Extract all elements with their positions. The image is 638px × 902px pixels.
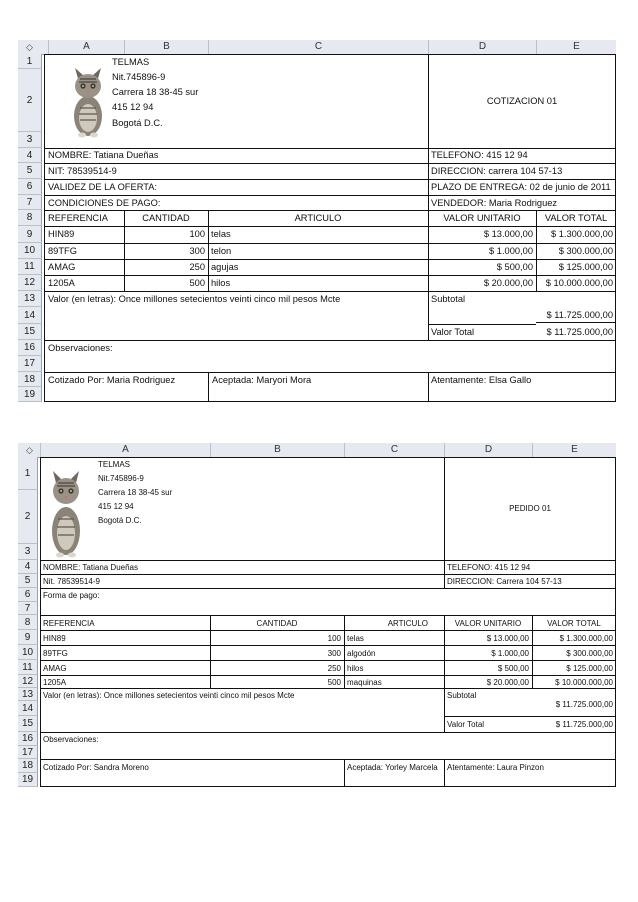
subtotal-label: Subtotal bbox=[447, 691, 477, 700]
company-nit: Nit.745896-9 bbox=[98, 474, 144, 483]
row-header[interactable]: 13 bbox=[18, 291, 42, 307]
row-header[interactable]: 3 bbox=[18, 132, 42, 148]
item-quantity[interactable]: 250 bbox=[189, 262, 205, 272]
select-all-diamond-icon[interactable]: ◇ bbox=[26, 42, 33, 52]
item-total-value[interactable]: $ 1.300.000,00 bbox=[559, 634, 613, 643]
signed-by[interactable]: Atentamente: Laura Pinzon bbox=[447, 763, 544, 772]
company-address: Carrera 18 38-45 sur bbox=[112, 87, 199, 97]
row-header[interactable]: 8 bbox=[18, 615, 38, 630]
item-article[interactable]: telon bbox=[211, 246, 232, 256]
item-quantity[interactable]: 300 bbox=[327, 649, 341, 658]
row-header[interactable]: 2 bbox=[18, 69, 42, 132]
item-total-value[interactable]: $ 1.300.000,00 bbox=[550, 229, 613, 239]
column-header-bar bbox=[18, 443, 616, 458]
observations-label[interactable]: Observaciones: bbox=[43, 735, 99, 744]
cat-logo-icon bbox=[44, 461, 88, 559]
table-header-unit-value: VALOR UNITARIO bbox=[454, 619, 522, 628]
accepted-by[interactable]: Aceptada: Yorley Marcela bbox=[347, 763, 438, 772]
row-header[interactable]: 11 bbox=[18, 660, 38, 675]
cat-logo-icon bbox=[66, 58, 110, 138]
subtotal-value[interactable]: $ 11.725.000,00 bbox=[546, 310, 613, 320]
payment-conditions[interactable]: CONDICIONES DE PAGO: bbox=[48, 198, 161, 208]
item-total-value[interactable]: $ 125.000,00 bbox=[566, 664, 613, 673]
company-city: Bogotá D.C. bbox=[98, 516, 142, 525]
column-header-c[interactable]: C bbox=[208, 40, 428, 54]
accepted-by[interactable]: Aceptada: Maryori Mora bbox=[212, 375, 312, 385]
row-header[interactable]: 6 bbox=[18, 179, 42, 195]
column-header-d[interactable]: D bbox=[444, 443, 532, 457]
client-nit[interactable]: NIT: 78539514-9 bbox=[48, 166, 117, 176]
company-name: TELMAS bbox=[112, 57, 150, 67]
table-header-total-value: VALOR TOTAL bbox=[544, 213, 608, 223]
item-reference[interactable]: 89TFG bbox=[43, 649, 68, 658]
row-header[interactable]: 10 bbox=[18, 645, 38, 660]
item-unit-value[interactable]: $ 20.000,00 bbox=[486, 678, 529, 687]
row-header[interactable]: 4 bbox=[18, 560, 38, 574]
item-reference[interactable]: HIN89 bbox=[43, 634, 66, 643]
column-header-b[interactable]: B bbox=[210, 443, 344, 457]
row-header[interactable]: 14 bbox=[18, 307, 42, 324]
item-quantity[interactable]: 500 bbox=[189, 278, 205, 288]
row-header[interactable]: 15 bbox=[18, 716, 38, 732]
row-header[interactable]: 4 bbox=[18, 148, 42, 163]
item-article[interactable]: hilos bbox=[347, 664, 364, 673]
offer-validity[interactable]: VALIDEZ DE LA OFERTA: bbox=[48, 182, 158, 192]
column-header-c[interactable]: C bbox=[344, 443, 444, 457]
row-header[interactable]: 7 bbox=[18, 195, 42, 210]
client-address[interactable]: DIRECCION: carrera 104 57-13 bbox=[431, 166, 563, 176]
quoted-by[interactable]: Cotizado Por: Maria Rodriguez bbox=[48, 375, 176, 385]
table-header-reference: REFERENCIA bbox=[48, 213, 108, 223]
item-unit-value[interactable]: $ 500,00 bbox=[497, 664, 529, 673]
item-reference[interactable]: 1205A bbox=[48, 278, 75, 288]
client-phone[interactable]: TELEFONO: 415 12 94 bbox=[431, 150, 528, 160]
subtotal-label: Subtotal bbox=[431, 294, 466, 304]
order-sheet bbox=[18, 443, 616, 791]
item-reference[interactable]: HIN89 bbox=[48, 229, 75, 239]
company-phone: 415 12 94 bbox=[112, 102, 154, 112]
row-header[interactable]: 17 bbox=[18, 356, 42, 372]
company-city: Bogotá D.C. bbox=[112, 118, 163, 128]
row-header[interactable]: 11 bbox=[18, 259, 42, 275]
item-reference[interactable]: 1205A bbox=[43, 678, 67, 687]
client-address[interactable]: DIRECCION: Carrera 104 57-13 bbox=[447, 577, 562, 586]
row-header[interactable]: 10 bbox=[18, 243, 42, 259]
row-header[interactable]: 8 bbox=[18, 210, 42, 226]
row-header[interactable]: 6 bbox=[18, 588, 38, 602]
item-article[interactable]: telas bbox=[347, 634, 364, 643]
select-all-diamond-icon[interactable]: ◇ bbox=[26, 445, 33, 455]
column-header-b[interactable]: B bbox=[124, 40, 208, 54]
observations-label[interactable]: Observaciones: bbox=[48, 343, 113, 353]
table-header-article: ARTICULO bbox=[387, 619, 428, 628]
document-title: COTIZACION 01 bbox=[486, 96, 558, 106]
item-quantity[interactable]: 300 bbox=[189, 246, 205, 256]
item-quantity[interactable]: 100 bbox=[189, 229, 205, 239]
column-header-e[interactable]: E bbox=[532, 443, 616, 457]
delivery-term[interactable]: PLAZO DE ENTREGA: 02 de junio de 2011 bbox=[431, 182, 611, 192]
item-article[interactable]: hilos bbox=[211, 278, 231, 288]
payment-method[interactable]: Forma de pago: bbox=[43, 591, 100, 600]
client-name[interactable]: NOMBRE: Tatiana Dueñas bbox=[48, 150, 159, 160]
item-unit-value[interactable]: $ 13.000,00 bbox=[486, 634, 529, 643]
column-header-bar bbox=[18, 40, 616, 55]
subtotal-value[interactable]: $ 11.725.000,00 bbox=[555, 700, 613, 709]
column-header-a[interactable]: A bbox=[48, 40, 124, 54]
column-header-e[interactable]: E bbox=[536, 40, 616, 54]
item-total-value[interactable]: $ 10.000.000,00 bbox=[555, 678, 613, 687]
row-header[interactable]: 19 bbox=[18, 387, 42, 402]
seller[interactable]: VENDEDOR: Maria Rodriguez bbox=[431, 198, 558, 208]
item-quantity[interactable]: 250 bbox=[327, 664, 341, 673]
item-unit-value[interactable]: $ 1.000,00 bbox=[489, 246, 533, 256]
company-nit: Nit.745896-9 bbox=[112, 72, 166, 82]
client-nit[interactable]: Nit. 78539514-9 bbox=[43, 577, 100, 586]
item-unit-value[interactable]: $ 1.000,00 bbox=[491, 649, 529, 658]
item-article[interactable]: telas bbox=[211, 229, 231, 239]
company-phone: 415 12 94 bbox=[98, 502, 134, 511]
item-reference[interactable]: AMAG bbox=[48, 262, 76, 272]
row-header[interactable]: 17 bbox=[18, 746, 38, 759]
client-phone[interactable]: TELEFONO: 415 12 94 bbox=[447, 563, 531, 572]
table-header-total-value: VALOR TOTAL bbox=[547, 619, 601, 628]
row-header[interactable]: 13 bbox=[18, 688, 38, 701]
item-article[interactable]: maquinas bbox=[347, 678, 382, 687]
signed-by[interactable]: Atentamente: Elsa Gallo bbox=[431, 375, 532, 385]
row-header[interactable]: 12 bbox=[18, 275, 42, 291]
item-total-value[interactable]: $ 10.000.000,00 bbox=[545, 278, 613, 288]
row-header[interactable]: 5 bbox=[18, 574, 38, 588]
row-header[interactable]: 12 bbox=[18, 675, 38, 688]
item-unit-value[interactable]: $ 500,00 bbox=[496, 262, 533, 272]
item-quantity[interactable]: 100 bbox=[327, 634, 341, 643]
row-header[interactable]: 3 bbox=[18, 544, 38, 560]
item-article[interactable]: algodón bbox=[347, 649, 376, 658]
company-address: Carrera 18 38-45 sur bbox=[98, 488, 173, 497]
row-header[interactable]: 19 bbox=[18, 773, 38, 787]
row-header[interactable]: 1 bbox=[18, 54, 42, 69]
item-article[interactable]: agujas bbox=[211, 262, 239, 272]
column-header-d[interactable]: D bbox=[428, 40, 536, 54]
row-header[interactable]: 18 bbox=[18, 372, 42, 387]
item-unit-value[interactable]: $ 20.000,00 bbox=[483, 278, 533, 288]
table-header-quantity: CANTIDAD bbox=[142, 213, 190, 223]
quoted-by[interactable]: Cotizado Por: Sandra Moreno bbox=[43, 763, 149, 772]
table-header-article: ARTICULO bbox=[294, 213, 342, 223]
row-header[interactable]: 7 bbox=[18, 602, 38, 615]
item-reference[interactable]: 89TFG bbox=[48, 246, 77, 256]
table-header-quantity: CANTIDAD bbox=[256, 619, 298, 628]
row-header[interactable]: 9 bbox=[18, 630, 38, 645]
item-reference[interactable]: AMAG bbox=[43, 664, 67, 673]
total-value[interactable]: $ 11.725.000,00 bbox=[546, 327, 613, 337]
item-total-value[interactable]: $ 125.000,00 bbox=[558, 262, 613, 272]
total-label: Valor Total bbox=[447, 720, 485, 729]
column-header-a[interactable]: A bbox=[40, 443, 210, 457]
table-header-unit-value: VALOR UNITARIO bbox=[443, 213, 521, 223]
row-header[interactable]: 16 bbox=[18, 340, 42, 356]
total-value[interactable]: $ 11.725.000,00 bbox=[555, 720, 613, 729]
company-name: TELMAS bbox=[98, 460, 131, 469]
row-header[interactable]: 14 bbox=[18, 701, 38, 716]
document-title: PEDIDO 01 bbox=[509, 504, 551, 513]
quotation-sheet bbox=[18, 40, 616, 408]
amount-in-words[interactable]: Valor (en letras): Once millones setecientos veinti cinco mil pesos Mcte bbox=[43, 691, 295, 700]
amount-in-words[interactable]: Valor (en letras): Once millones setecientos veinti cinco mil pesos Mcte bbox=[48, 294, 341, 304]
row-header[interactable]: 5 bbox=[18, 163, 42, 179]
row-header[interactable]: 15 bbox=[18, 324, 42, 340]
client-name[interactable]: NOMBRE: Tatiana Dueñas bbox=[43, 563, 139, 572]
item-quantity[interactable]: 500 bbox=[327, 678, 341, 687]
row-header[interactable]: 18 bbox=[18, 759, 38, 773]
total-label: Valor Total bbox=[431, 327, 475, 337]
table-header-reference: REFERENCIA bbox=[43, 619, 95, 628]
item-unit-value[interactable]: $ 13.000,00 bbox=[483, 229, 533, 239]
row-header[interactable]: 2 bbox=[18, 490, 38, 544]
row-header[interactable]: 9 bbox=[18, 226, 42, 243]
row-header[interactable]: 1 bbox=[18, 457, 38, 490]
item-total-value[interactable]: $ 300.000,00 bbox=[558, 246, 613, 256]
item-total-value[interactable]: $ 300.000,00 bbox=[566, 649, 613, 658]
row-header[interactable]: 16 bbox=[18, 732, 38, 746]
